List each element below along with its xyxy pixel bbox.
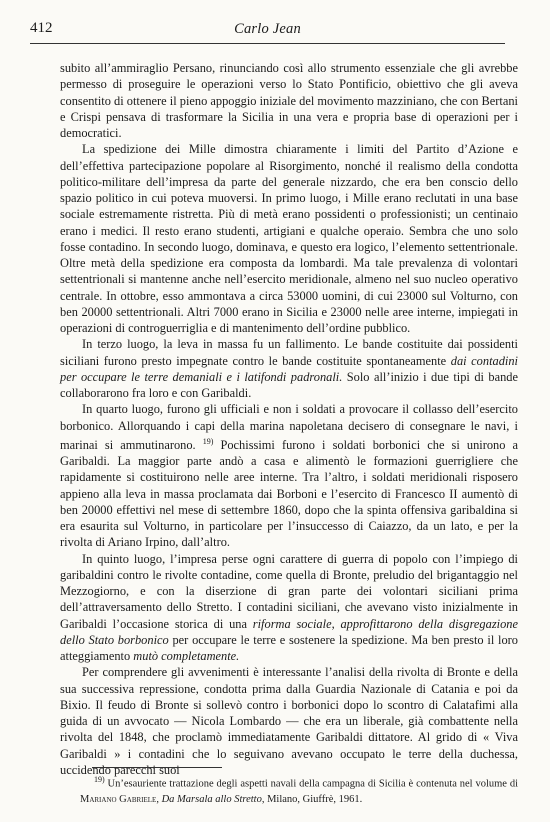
paragraph [60, 664, 518, 778]
paragraph [60, 551, 518, 665]
paragraph [60, 401, 518, 550]
italic-text-run: dai contadini per occupare le terre demaniali e i latifondi padronali. [60, 353, 518, 384]
paragraph [60, 60, 518, 141]
text-run: La spedizione dei Mille dimostra chiaramente i limiti del Partito d’Azione e dell’effettiva partecipazione popolare al Risorgimento, nonché il realismo della condotta politico-militare dell’impresa da parte del generale nizzardo, che era ben conscio dello spazio politico in cui poteva muoversi. In primo luogo, i Mille erano reclutati in una base sociale estremamente ristretta. Più di metà erano possidenti o professionisti; un centinaio erano i medici. Il resto erano studenti, artigiani e qualche operaio. Sembra che uno solo fosse contadino. In secondo luogo, dominava, e questo era logico, l’elemento settentrionale. Oltre metà della spedizione era composta da lombardi. Ma tale prevalenza di volontari settentrionali si mantenne anche nell’esercito meridionale, almeno nel suo nucleo operativo centrale. In ottobre, esso ammontava a circa 53000 uomini, di cui 23000 sul Volturno, con ben 20000 settentrionali. Altri 7000 erano in Sicilia e 23000 nelle aree interne, impiegati in operazioni di controguerriglia e di mantenimento dell’ordine pubblico. [60, 142, 518, 335]
footnote-text-middle: , [156, 793, 162, 805]
footnote-book-title: Da Marsala allo Stretto [161, 793, 262, 805]
footnote-rule [92, 767, 222, 768]
page-number: 412 [30, 20, 53, 36]
footnote-author: Mariano Gabriele [80, 793, 157, 805]
text-run: subito all’ammiraglio Persano, rinunciando così allo strumento essenziale che gli avrebbe permesso di proseguire le operazioni verso lo Stato Pontificio, obiettivo che gli aveva consentito di ottenere il pieno appoggio iniziale del movimento mazziniano, che con Bertani e Crispi pensava di trasformare la Sicilia in una vera e propria base di operazioni per i democratici. [60, 61, 518, 140]
text-run: per occupare le terre e sostenere la spedizione. Ma ben presto il loro atteggiamento [60, 632, 518, 664]
text-run: Solo all’inizio i due tipi di bande collaborarono fra loro e con Garibaldi. [60, 369, 518, 400]
footnote [80, 772, 518, 807]
footnote-text-after: , Milano, Giuffrè, 1961. [261, 793, 363, 805]
footnote-marker: 19) [94, 775, 105, 784]
italic-text-run: riforma sociale, approfittarono della disgregazione dello Stato borbonico [60, 616, 518, 647]
italic-text-run: mutò completamente. [133, 649, 240, 664]
text-run: Pochissimi furono i soldati borbonici che si unirono a Garibaldi. La maggior parte andò a casa e alimentò le formazioni guerrigliere che rapidamente si costituirono nelle aree interne. Tra l’altro, i soldati meridionali risposero appieno alla leva in massa proclamata dai Borboni e l’esercito di Francesco II aumentò di ben 20000 effettivi nel mese di settembre 1860, dopo che la spinta offensiva garibaldina si era esaurita sul Volturno, in particolare per l’insuccesso di Caiazzo, da un lato, e per la rivolta di Ariano Irpino, dall’altro. [60, 437, 519, 550]
footnote-reference: 19) [202, 436, 214, 446]
running-title: Carlo Jean [234, 21, 301, 37]
text-run: Per comprendere gli avvenimenti è interessante l’analisi della rivolta di Bronte e della sua successiva repressione, condotta prima dalla Guardia Nazionale di Catania e poi da Bixio. Il feudo di Bronte si sollevò contro i borbonici dopo lo scontro di Calatafimi alla guida di un avvocato — Nicola Lombardo — che era un liberale, già combattente nella rivolta del 1848, che proclamò immediatamente Garibaldi dittatore. Al grido di « Viva Garibaldi » i contadini che lo seguivano avevano occupato le terre della duchessa, uccidendo parecchi suoi [60, 665, 518, 777]
header-rule [30, 43, 505, 44]
page-header [30, 20, 505, 42]
paragraph [60, 336, 518, 401]
footnote-text-before: Un’esauriente trattazione degli aspetti navali della campagna di Sicilia è contenuta nel volume di [104, 778, 518, 790]
paragraph [60, 141, 518, 336]
text-run: In quinto luogo, l’impresa perse ogni carattere di guerra di popolo con l’impiego di garibaldini contro le rivolte contadine, come quella di Bronte, preludio del brigantaggio nel Mezzogiorno, e con la diserzione di gran parte dei volontari siciliani prima dell’attraversamento dello Stretto. I contadini siciliani, che avevano visto inizialmente in Garibaldi l’occasione storica di una [60, 551, 518, 631]
body-text [60, 60, 518, 778]
text-run: In quarto luogo, furono gli ufficiali e non i soldati a provocare il collasso dell’esercito borbonico. Allorquando i capi della marina napoletana decisero di consegnare le navi, i marinai si ammutinarono. [60, 402, 518, 452]
text-run: In terzo luogo, la leva in massa fu un fallimento. Le bande costituite dai possidenti siciliani furono presto impegnate contro le bande costituite spontaneamente [60, 337, 518, 368]
